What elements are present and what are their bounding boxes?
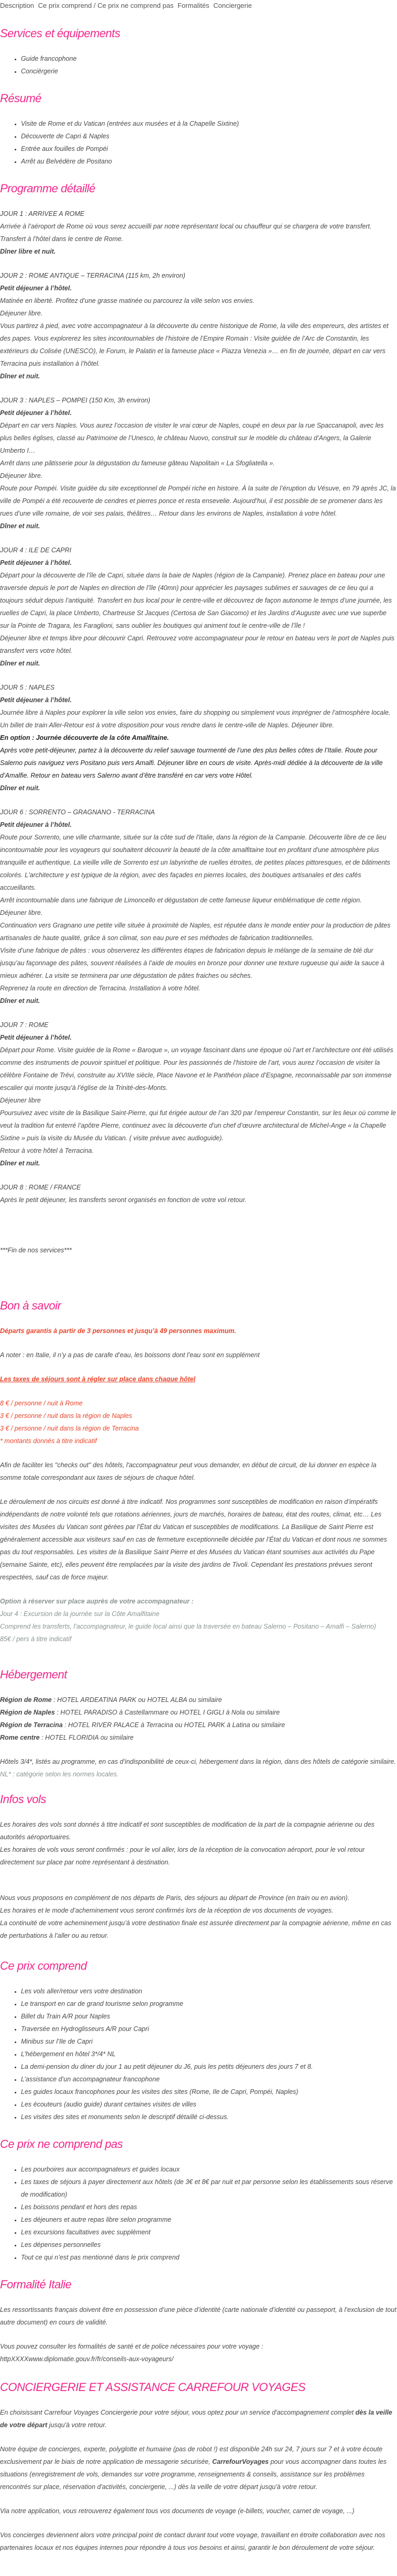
hotel-row: Région de Rome : HOTEL ARDEATINA PARK ou HOTEL ALBA ou similaire <box>0 1696 222 1704</box>
day-text: Déjeuner libre. <box>0 310 43 317</box>
tab-description[interactable]: Description <box>0 2 35 9</box>
list-item: • Les pourboires aux accompagnateurs et guides locaux <box>21 2163 397 2176</box>
bon-a-savoir-title: Bon à savoir <box>0 1299 61 1312</box>
list-item: • Tout ce qui n’est pas mentionné dans le prix comprend <box>21 2251 397 2264</box>
day-highlight: Dîner libre et nuit. <box>0 248 56 255</box>
tab-formalites[interactable]: Formalités <box>177 2 209 9</box>
vols-text: La continuité de votre acheminement jusqu’à votre destination finale est assurée directement par la compagnie aérienne, même en cas de perturbations à l’aller ou au retour. <box>0 1919 391 1939</box>
list-item: • Les visites des sites et monuments selon le descriptif détaillé ci-dessus. <box>21 2111 397 2123</box>
conciergerie-p2: Notre équipe de concierges, experte, polyglotte et humaine (pas de robot !) est disponible 24h sur 24, 7 jours sur 7 et à votre écoute exclusivement par le biais de notre application de messagerie sécurisée, CarrefourVoyages pour vous accompagner dans toutes les situations (enregistrement de vols, demandes sur votre programme, renseignements & conseils, assistance sur les problèmes rencontrés sur place, réservation d'activités, conciergerie, ...) dès la veille de votre départ jusqu'à votre retour. <box>0 2446 387 2491</box>
option-line: Jour 4 : Excursion de la journée sur la Côte Amalfitaine <box>0 1610 160 1618</box>
day-highlight: Petit déjeuner à l’hôtel. <box>0 409 72 417</box>
conciergerie-title: CONCIERGERIE ET ASSISTANCE CARREFOUR VOYAGES <box>0 2381 306 2394</box>
prix-comprend-list <box>0 1985 397 2123</box>
day-highlight: Petit déjeuner à l’hôtel. <box>0 696 72 704</box>
day-title: JOUR 3 : NAPLES – POMPEI (150 Km, 3h environ) <box>0 397 150 404</box>
list-item: • Les guides locaux francophones pour les visites des sites (Rome, Ile de Capri, Pompéi, Naples) <box>21 2086 397 2098</box>
conciergerie-p1: En choisissant Carrefour Voyages Conciergerie pour votre séjour, vous optez pour un service d'accompagnement complet dès la veille de votre départ jusqu'à votre retour. <box>0 2409 392 2429</box>
day-highlight: Dîner et nuit. <box>0 784 40 792</box>
day-highlight: Petit déjeuner à l’hôtel. <box>0 821 72 828</box>
programme-title: Programme détaillé <box>0 182 95 195</box>
resume-list <box>0 117 397 168</box>
day-text: Après le petit déjeuner, les transferts seront organisés en fonction de votre vol retour. <box>0 1196 247 1204</box>
option-block <box>0 1595 397 1645</box>
taxes-title: Les taxes de séjours sont à régler sur place dans chaque hôtel <box>0 1376 196 1383</box>
day-title: JOUR 8 : ROME / FRANCE <box>0 1184 81 1191</box>
day-text: Déjeuner libre et temps libre pour découvrir Capri. Retrouvez votre accompagnateur pour le retour en bateau vers le port de Naples puis transfert vers votre hôtel. <box>0 635 395 654</box>
day-highlight: Dîner et nuit. <box>0 660 40 667</box>
programme-days <box>0 208 397 1206</box>
formalite-consult <box>0 2340 397 2365</box>
list-item: • Entrée aux fouilles de Pompéi <box>21 143 397 155</box>
day-text: Poursuivez avec visite de la Basilique Saint-Pierre, qui fut érigée autour de l’an 320 par l’empereur Constantin, sur les lieux où comme le veut la tradition fut enterré l’apôtre Pierre, continuez avec la découverte d’un chef d’œuvre architectural de Michel-Ange « la Chapelle Sixtine » puis la visite du Musée du Vatican. ( visite prévue avec audioguide). <box>0 1109 396 1142</box>
option-line: Comprend les transferts, l’accompagnateur, le guide local ainsi que la traversée en bateau Salerno – Positano – Amalfi – Salerno) <box>0 1623 377 1630</box>
list-item: • Visite de Rome et du Vatican (entrées aux musées et à la Chapelle Sixtine) <box>21 117 397 130</box>
programme-day <box>0 681 397 794</box>
day-text: Déjeuner libre <box>0 1097 41 1104</box>
day-text: Journée libre à Naples pour explorer la ville selon vos envies, faire du shopping ou simplement vous imprégner de l’atmosphère locale. Un billet de train Aller-Retour est à votre disposition pour vous rendre dans le centre-ville de Naples. Déjeuner libre. <box>0 709 391 729</box>
programme-day <box>0 1181 397 1206</box>
day-text: Après votre petit-déjeuner, partez à la découverte du relief sauvage tourmenté de l’une des plus belles côtes de l’Italie. Route pour Salerno puis naviguez vers Positano puis vers Amalfi. Déjeuner libre en cours de visite. Après-midi dédiée à la découverte de la ville d’Amalfie. Retour en bateau vers Salerno avant d’être transféré en car vers votre Hôtel. <box>0 747 383 779</box>
hotel-row: Région de Terracina : HOTEL RIVER PALACE à Terracina ou HOTEL PARK à Latina ou similaire <box>0 1721 285 1729</box>
list-item: • Conciërgerie <box>21 65 397 78</box>
tab-conciergerie[interactable]: Conciergerie <box>213 2 252 9</box>
day-highlight: Dîner et nuit. <box>0 997 40 1005</box>
list-item: • Minibus sur l’Ile de Capri <box>21 2035 397 2048</box>
hotel-category-note: Hôtels 3/4*, listés au programme, en cas d’indisponibilité de ceux-ci, hébergement dans la région, dans des hôtels de catégorie similaire. <box>0 1758 396 1765</box>
conciergerie-p4: Vos concierges deviennent alors votre principal point de contact durant tout votre voyage, travaillant en étroite collaboration avec nos partenaires locaux et nos équipes internes pour répondre à tous vos besoins et ainsi, garantir le bon déroulement de votre séjour. <box>0 2531 385 2551</box>
list-item: • Les boissons pendant et hors des repas <box>21 2201 397 2213</box>
vols-block-2 <box>0 1892 397 1942</box>
day-text: Route pour Pompéi. Visite guidée du site exceptionnel de Pompéi riche en histoire. À la suite de l’éruption du Vésuve, en 79 après JC, la ville de Pompéi a été recouverte de cendres et pierres ponce et resta ensevelie. Aujourd’hui, il est possible de se promener dans les rues d’une ville romaine, de voir ses palais, théâtres… Retour dans les environs de Naples, installation à votre hôtel. <box>0 485 396 517</box>
vols-block-1 <box>0 1818 397 1869</box>
option-price: 85€ / pers à titre indicatif <box>0 1635 72 1643</box>
list-item: • La demi-pension du diner du jour 1 au petit déjeuner du J6, puis les petits déjeuners des jours 7 et 8. <box>21 2060 397 2073</box>
day-highlight: Dîner et nuit. <box>0 522 40 530</box>
tax-footnote: * montants donnés à titre indicatif <box>0 1437 97 1445</box>
vols-text: Les horaires des vols sont donnés à titre indicatif et sont susceptibles de modification de la part de la compagnie aérienne ou des autorités aéroportuaires. <box>0 1821 375 1841</box>
hotel-row: Rome centre : HOTEL FLORIDIA ou similaire <box>0 1734 134 1741</box>
prix-comprend-title: Ce prix comprend <box>0 1959 87 1972</box>
day-highlight: Dîner et nuit. <box>0 373 40 380</box>
prix-ne-comprend-pas-title: Ce prix ne comprend pas <box>0 2137 123 2151</box>
list-item: • Découverte de Capri & Naples <box>21 130 397 143</box>
day-highlight: Dîner et nuit. <box>0 1160 40 1167</box>
list-item: • L’hébergement en hôtel 3*/4* NL <box>21 2048 397 2060</box>
programme-day <box>0 544 397 670</box>
day-title: JOUR 2 : ROME ANTIQUE – TERRACINA (115 km, 2h environ) <box>0 272 185 279</box>
tax-naples: 3 € / personne / nuit dans la région de Naples <box>0 1412 133 1420</box>
list-item: • Traversée en Hydroglisseurs A/R pour Capri <box>21 2023 397 2035</box>
diplomatie-link[interactable]: httpXXXXwww.diplomatie.gouv.fr/fr/conseils-aux-voyageurs/ <box>0 2355 174 2363</box>
programme-day <box>0 394 397 532</box>
day-text: Reprenez la route en direction de Terracina. Installation à votre hôtel. <box>0 985 201 992</box>
hotel-list <box>0 1694 397 1744</box>
day-text: Arrêt dans une pâtisserie pour la dégustation du fameuse gâteau Napolitain « La Sfogliatella ». <box>0 460 275 467</box>
end-of-services-note: ***Fin de nos services*** <box>0 1247 72 1254</box>
day-title: JOUR 1 : ARRIVEE A ROME <box>0 210 85 217</box>
section-tabs <box>0 0 397 12</box>
option-title: Option à réserver sur place auprès de votre accompagnateur : <box>0 1598 194 1605</box>
tab-prix[interactable]: Ce prix comprend / Ce prix ne comprend pas <box>38 2 174 9</box>
programme-day <box>0 208 397 258</box>
hotel-row: Région de Naples : HOTEL PARADISO à Castellammare ou HOTEL I GIGLI à Nola ou similaire <box>0 1709 280 1716</box>
day-highlight: Petit déjeuner à l’hôtel. <box>0 285 72 292</box>
day-text: Retour à votre hôtel à Terracina. <box>0 1147 94 1154</box>
services-title: Services et équipements <box>0 27 120 40</box>
note-eau: A noter : en Italie, il n’y a pas de carafe d’eau, les boissons dont l’eau sont en supplément <box>0 1351 260 1359</box>
vols-text: Les horaires et le mode d’acheminement vous seront confirmés lors de la réception de vos documents de voyages. <box>0 1907 334 1914</box>
day-text: Déjeuner libre. <box>0 472 43 479</box>
list-item: • Billet du Train A/R pour Naples <box>21 2010 397 2023</box>
day-title: JOUR 6 : SORRENTO – GRAGNANO - TERRACINA <box>0 809 155 816</box>
list-item: • Les vols aller/retour vers votre destination <box>21 1985 397 1998</box>
prix-ne-comprend-pas-list <box>0 2163 397 2264</box>
day-text: Arrêt incontournable dans une fabrique de Limoncello et dégustation de cette fameuse liqueur emblématique de cette région. <box>0 897 362 904</box>
day-text: Vous partirez à pied, avec votre accompagnateur à la découverte du centre historique de Rome, la ville des empereurs, des artistes et des papes. Vous explorerez les sites incontournables de l’histoire de l’Empire Romain : Visite guidée de l’Arc de Constantin, les extérieurs du Colisée (UNESCO), le Forum, le Palatin et la fameuse place « Piazza Venezia »… en fin de journée, départ en car vers Terracina puis installation à l’hôtel. <box>0 322 389 367</box>
list-item: • Le transport en car de grand tourisme selon programme <box>21 1998 397 2010</box>
infos-vols-title: Infos vols <box>0 1793 46 1806</box>
day-text: Continuation vers Gragnano une petite ville située à proximité de Naples, est réputée dans le monde entier pour la production de pâtes artisanales de haute qualité, grâce à son climat, son eau pure et ses méthodes de fabrication traditionnelles. <box>0 922 391 942</box>
nl-note: NL* : catégorie selon les normes locales. <box>0 1771 119 1778</box>
taxes-list <box>0 1397 397 1447</box>
list-item: • Les écouteurs (audio guide) durant certaines visites de villes <box>21 2098 397 2111</box>
day-title: JOUR 7 : ROME <box>0 1021 49 1029</box>
conciergerie-p3: Via notre application, vous retrouverez également tous vos documents de voyage (e-billets, voucher, carnet de voyage, ...) <box>0 2507 355 2515</box>
vols-text: Les horaires de vols vous seront confirmés : pour le vol aller, lors de la réception de la convocation aéroport, pour le vol retour directement sur place par notre représentant à destination. <box>0 1846 365 1866</box>
day-text: Visite d’une fabrique de pâtes : vous observerez les différentes étapes de fabrication depuis le mélange de la semaine de blé dur jusqu’au façonnage des pâtes, souvent réalisées à l’aide de moules en bronze pour donner une texture rugueuse qui aide la sauce à mieux adhérer. La visite se terminera par une dégustation de pâtes fraiches ou sèches. <box>0 947 384 979</box>
formalite-id-note: Les ressortissants français doivent être en possession d’une pièce d’identité (carte nationale d’identité ou passeport, à l’exclusion de tout autre document) en cours de validité. <box>0 2306 396 2326</box>
day-title: JOUR 4 : ILE DE CAPRI <box>0 547 72 554</box>
day-highlight: En option : Journée découverte de la côte Amalfitaine. <box>0 734 169 741</box>
services-list <box>0 52 397 78</box>
list-item: • L’assistance d’un accompagnateur francophone <box>21 2073 397 2086</box>
list-item: • Les déjeuners et autre repas libre selon programme <box>21 2213 397 2226</box>
departs-garantis: Départs garantis à partir de 3 personnes et jusqu’à 49 personnes maximum. <box>0 1327 236 1335</box>
day-text: Départ pour Rome. Visite guidée de la Rome « Baroque », un voyage fascinant dans une époque où l’art et l’architecture ont été utilisés comme des instruments de pouvoir spirituel et politique. Pour les passionnés de l’histoire de l’art, vous aurez l’occasion de visiter la célèbre Fontaine de Trévi, construite au XVIIIe siècle, Place Navone et le Panthéon place d’Espagne, reconnaissable par son immense escalier qui monte jusqu’à l’église de la Trinité-des-Monts. <box>0 1046 393 1091</box>
list-item: • Guide francophone <box>21 52 397 65</box>
day-text: Matinée en liberté. Profitez d’une grasse matinée ou parcourez la ville selon vos envies. <box>0 297 255 304</box>
list-item: • Les excursions facultatives avec supplément <box>21 2226 397 2239</box>
day-highlight: Petit déjeuner à l’hôtel. <box>0 559 72 566</box>
day-text: Route pour Sorrento, une ville charmante, située sur la côte sud de l'Italie, dans la région de la Campanie. Découverte libre de ce lieu incontournable pour les voyageurs qui souhaitent découvrir la beauté de la côte amalfitaine tout en profitant d'une atmosphère plus tranquille et authentique. La vieille ville de Sorrento est un labyrinthe de ruelles étroites, de petites places pittoresques, et de bâtiments colorés. L'architecture y est typique de la région, avec des façades en pierres locales, des boutiques artisanales et des cafés accueillants. <box>0 834 390 891</box>
hebergement-title: Hébergement <box>0 1668 67 1681</box>
list-item: • Arrêt au Belvédère de Positano <box>21 155 397 168</box>
programme-day <box>0 806 397 1007</box>
tax-terracina: 3 € / personne / nuit dans la région de Terracina <box>0 1425 139 1432</box>
programme-day <box>0 269 397 383</box>
day-text: Déjeuner libre. <box>0 909 43 916</box>
resume-title: Résumé <box>0 92 41 105</box>
programme-day <box>0 1019 397 1170</box>
tax-rome: 8 € / personne / nuit à Rome <box>0 1400 83 1407</box>
deroulement-note: Le déroulement de nos circuits est donné à titre indicatif. Nos programmes sont susceptibles de modification en raison d’impératifs indépendants de notre volonté tels que rotations aériennes, jours de marchés, horaires de bateau, état des routes, climat, etc… Les visites des Musées du Vatican sont gérées par l’État du Vatican et susceptibles de modifications. La Basilique de Saint Pierre est généralement accessible aux visiteurs sauf en cas de fermeture exceptionnelle décidée par l’État du Vatican et dont nous ne sommes pas du tout responsables. Les visites de la Basilique Saint Pierre et des Musées du Vatican étant soumises aux activités du Pape (semaine Sainte, etc), elles peuvent être remplacées par la visite des jardins de Tivoli. Cependant les prestations prévues seront respectées, sauf cas de force majeur. <box>0 1498 387 1581</box>
day-text: Départ en car vers Naples. Vous aurez l’occasion de visiter le vrai cœur de Naples, coupé en deux par la rue Spaccanapoli, avec les plus belles églises, classé au Patrimoine de l’Unesco, le château Nuovo, construit sur le modèle du château d’Angers, la Galerie Umberto I… <box>0 422 384 454</box>
day-text: Arrivée à l’aéroport de Rome où vous serez accueilli par notre représentant local ou chauffeur qui se chargera de votre transfert. Transfert à l’hôtel dans le centre de Rome. <box>0 223 372 243</box>
hebergement-notes <box>0 1755 397 1781</box>
list-item: • Les dépenses personnelles <box>21 2239 397 2251</box>
formalite-title: Formalité Italie <box>0 2278 72 2291</box>
formalite-consult-text: Vous pouvez consulter les formalités de santé et de police nécessaires pour votre voyage : <box>0 2343 263 2350</box>
checkout-note: Afin de faciliter les "checks out" des hôtels, l'accompagnateur peut vous demander, en début de circuit, de lui donner en espèce la somme totale correspondant aux taxes de séjours de chaque hôtel. <box>0 1461 377 1481</box>
list-item: • Les taxes de séjours à payer directement aux hôtels (de 3€ et 8€ par nuit et par personne selon les établissements sous réserve de modification) <box>21 2176 397 2201</box>
vols-text: Nous vous proposons en complément de nos départs de Paris, des séjours au départ de Province (en train ou en avion). <box>0 1894 350 1902</box>
day-highlight: Petit déjeuner à l’hôtel. <box>0 1034 72 1041</box>
day-text: Départ pour la découverte de l’île de Capri, située dans la baie de Naples (région de la Campanie). Prenez place en bateau pour une traversée depuis le port de Naples en direction de l’île (40mn) pour apprécier les paysages sublimes et sauvages de ce lieu qui a toujours séduit depuis l’antiquité. Transfert en bus local pour le centre-ville et découvrez de façon autonome le temps d’une journée, les ruelles de Capri, la place Umberto, Chartreuse St Jacques (Certosa de San Giacomo) et les Jardins d’Auguste avec une vue superbe sur la Pointe de Tragara, les Faraglioni, sans oublier les boutiques qui animent tout le centre-ville de l’île ! <box>0 572 392 629</box>
day-title: JOUR 5 : NAPLES <box>0 684 55 691</box>
